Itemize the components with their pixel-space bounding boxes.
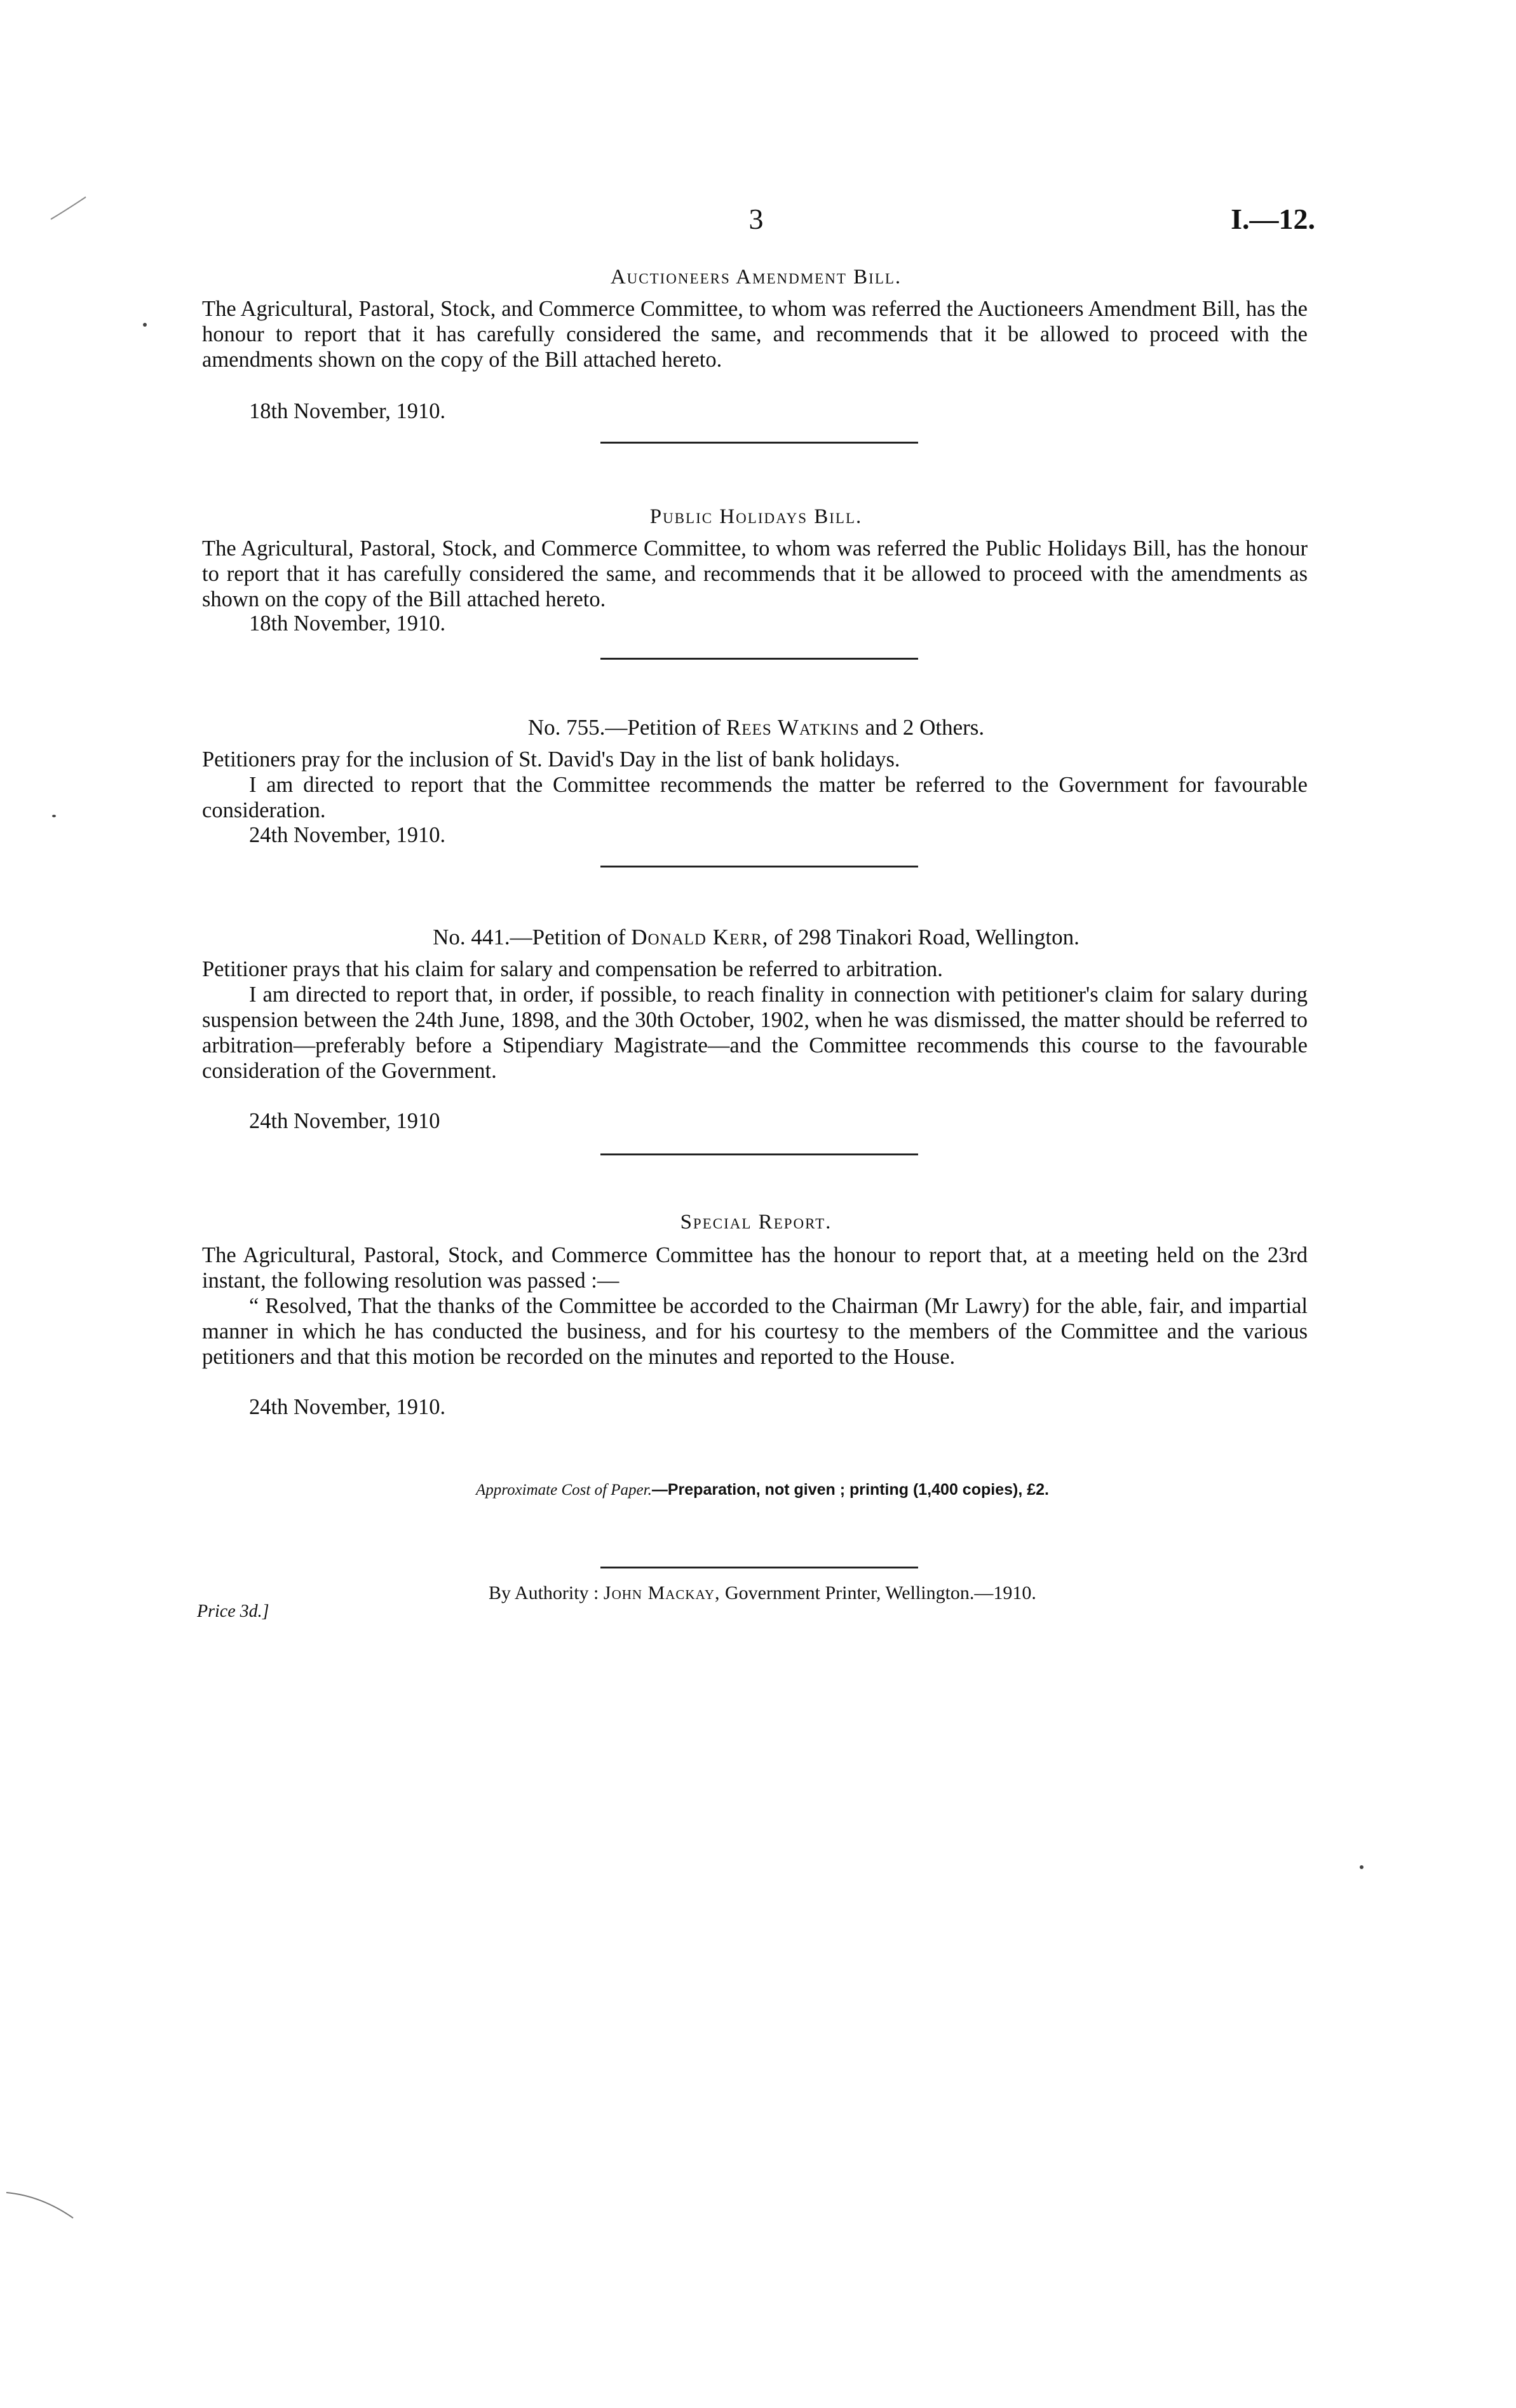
petition-heading-suffix: of 298 Tinakori Road, Wellington. xyxy=(774,925,1079,949)
section-paragraph: Petitioner prays that his claim for salary and compensation be referred to arbitration. xyxy=(202,957,943,981)
scan-speck xyxy=(52,815,56,817)
cost-of-paper-note xyxy=(318,1481,1207,1499)
section-paragraph: I am directed to report that the Committee recommends the matter be referred to the Government for favourable consideration. xyxy=(202,773,1308,822)
section-divider xyxy=(600,1153,918,1155)
scan-mark xyxy=(3,2186,79,2224)
section-divider xyxy=(600,442,918,444)
section-paragraph: I am directed to report that, in order, if possible, to reach finality in connection with petitioner's claim for salary during suspension between the 24th June, 1898, and the 30th October, 1902, when he was dismissed, the matter should be referred to arbitration—preferably before a Stipendiary Magistrate—and the Committee recommends this course to the favourable consideration of the Government. xyxy=(202,983,1308,1083)
cost-text: —Preparation, not given ; printing (1,400 copies), £2. xyxy=(651,1481,1049,1499)
section-heading-auctioneers: Auctioneers Amendment Bill. xyxy=(610,266,902,289)
footer-divider xyxy=(600,1567,918,1568)
section-divider xyxy=(600,658,918,660)
price: Price 3d.] xyxy=(197,1602,269,1621)
section-paragraph: The Agricultural, Pastoral, Stock, and Commerce Committee has the honour to report that, at a meeting held on the 23rd instant, the following resolution was passed :— xyxy=(202,1243,1308,1293)
petition-heading-441 xyxy=(191,925,1322,950)
printer-authority xyxy=(381,1582,1144,1604)
section-date: 24th November, 1910 xyxy=(249,1109,440,1133)
cost-label: Approximate Cost of Paper. xyxy=(476,1481,652,1499)
page-number: 3 xyxy=(748,203,764,235)
printer-name: John Mackay, xyxy=(603,1582,721,1603)
authority-suffix: Government Printer, Wellington.—1910. xyxy=(725,1582,1036,1603)
petitioner-name: Donald Kerr, xyxy=(631,925,769,949)
section-paragraph: The Agricultural, Pastoral, Stock, and Commerce Committee, to whom was referred the Public Holidays Bill, has the honour to report that it has carefully considered the same, and recommends that it be allowed to proceed with the amendments as shown on the copy of the Bill attached hereto. xyxy=(202,536,1308,611)
section-heading-public-holidays: Public Holidays Bill. xyxy=(649,505,863,528)
petitioner-name: Rees Watkins xyxy=(726,715,860,740)
section-divider xyxy=(600,866,918,867)
scan-speck xyxy=(1360,1865,1364,1869)
scan-speck xyxy=(143,323,147,327)
petition-number: No. 755.—Petition of xyxy=(527,715,721,740)
scan-mark xyxy=(48,191,92,222)
document-code: I.—12. xyxy=(1231,203,1315,235)
section-date: 24th November, 1910. xyxy=(249,823,446,847)
section-date: 18th November, 1910. xyxy=(249,611,446,636)
authority-prefix: By Authority : xyxy=(489,1582,599,1603)
petition-heading-suffix: and 2 Others. xyxy=(865,715,985,740)
section-paragraph: The Agricultural, Pastoral, Stock, and Commerce Committee, to whom was referred the Auctioneers Amendment Bill, has the honour to report that it has carefully considered the same, and recommends that it be allowed to proceed with the amendments shown on the copy of the Bill attached hereto. xyxy=(202,297,1308,372)
section-paragraph: “ Resolved, That the thanks of the Committee be accorded to the Chairman (Mr Lawry) for the able, fair, and impartial manner in which he has conducted the business, and for his courtesy to the members of the Committee and the various petitioners and that this motion be recorded on the minutes and reported to the House. xyxy=(202,1294,1308,1369)
section-paragraph: Petitioners pray for the inclusion of St. David's Day in the list of bank holidays. xyxy=(202,747,900,772)
section-heading-special-report: Special Report. xyxy=(680,1211,832,1234)
section-date: 18th November, 1910. xyxy=(249,399,446,423)
petition-number: No. 441.—Petition of xyxy=(433,925,626,949)
section-date: 24th November, 1910. xyxy=(249,1395,446,1419)
petition-heading-755 xyxy=(191,715,1322,740)
